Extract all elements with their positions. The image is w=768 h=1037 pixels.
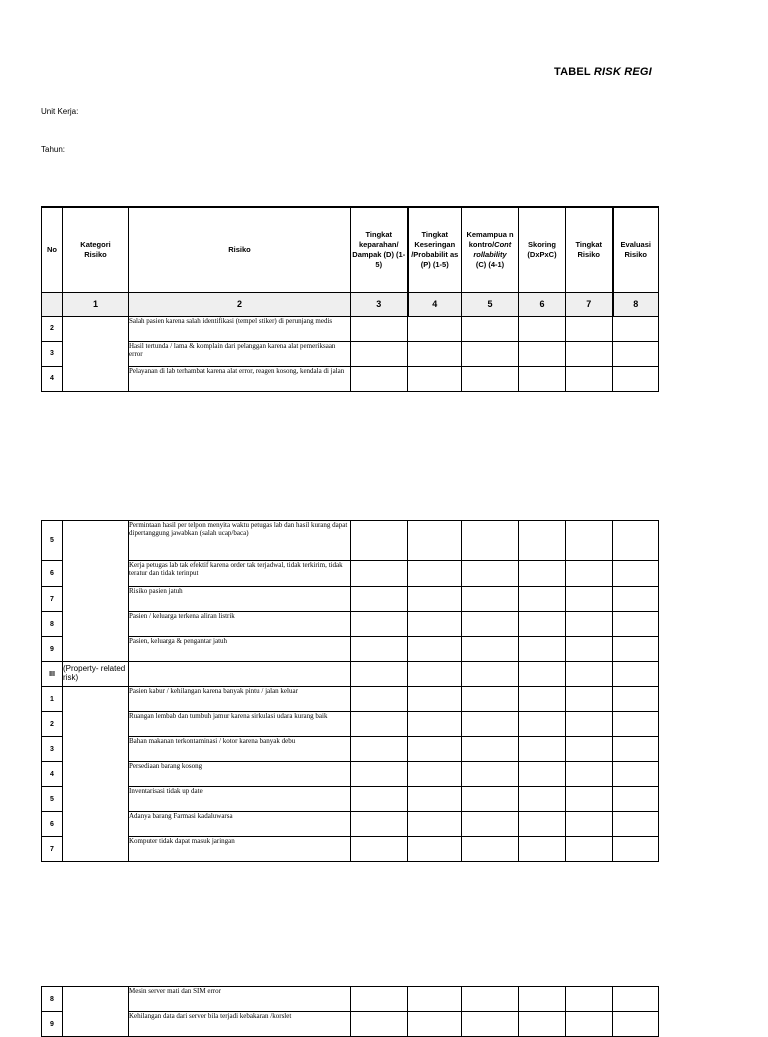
risk-table-continued: [41, 520, 659, 862]
row-number: 3: [42, 341, 63, 366]
category-row: [42, 662, 659, 687]
score-cell[interactable]: [408, 737, 462, 762]
score-cell[interactable]: [462, 637, 519, 662]
score-cell[interactable]: [351, 837, 408, 862]
score-cell[interactable]: [519, 612, 566, 637]
category-cell: [63, 612, 129, 637]
score-cell[interactable]: [462, 1012, 519, 1037]
score-cell[interactable]: [566, 587, 613, 612]
table-row: [42, 787, 659, 812]
score-cell[interactable]: [566, 561, 613, 587]
col-evaluasi: Evaluasi Risiko: [613, 207, 659, 292]
risk-text: Pasien, keluarga & pengantar jatuh: [129, 637, 351, 662]
score-cell[interactable]: [613, 812, 659, 837]
risk-text: Salah pasien karena salah identifikasi (tempel stiker) di perunjang medis: [129, 316, 351, 341]
score-cell[interactable]: [566, 521, 613, 561]
score-cell[interactable]: [462, 316, 519, 341]
risk-text: Permintaan hasil per telpon menyita waktu petugas lab dan hasil kurang dapat dipertanggung jawabkan (salah ucap/baca): [129, 521, 351, 561]
col-kontrol-c: (C) (4-1): [475, 259, 505, 269]
score-cell[interactable]: [462, 762, 519, 787]
score-cell[interactable]: [613, 1012, 659, 1037]
score-cell[interactable]: [351, 561, 408, 587]
score-cell[interactable]: [462, 366, 519, 391]
score-cell[interactable]: [519, 662, 566, 687]
title-prefix: TABEL: [554, 66, 594, 78]
score-cell[interactable]: [519, 1012, 566, 1037]
score-cell[interactable]: [462, 662, 519, 687]
score-cell[interactable]: [613, 837, 659, 862]
col-no: No: [42, 207, 63, 292]
score-cell[interactable]: [408, 712, 462, 737]
table-row: [42, 637, 659, 662]
score-cell[interactable]: [566, 341, 613, 366]
score-cell[interactable]: [351, 637, 408, 662]
score-cell[interactable]: [462, 587, 519, 612]
score-cell[interactable]: [613, 737, 659, 762]
row-number: 1: [42, 687, 63, 712]
risk-text: [129, 662, 351, 687]
score-cell[interactable]: [519, 987, 566, 1012]
col-kontrol-b: Cont rollability: [473, 239, 512, 259]
score-cell[interactable]: [519, 787, 566, 812]
risk-text: Persediaan barang kosong: [129, 762, 351, 787]
table-row: [42, 366, 659, 391]
score-cell[interactable]: [566, 687, 613, 712]
score-cell[interactable]: [566, 987, 613, 1012]
score-cell[interactable]: [408, 662, 462, 687]
category-cell: [63, 812, 129, 837]
score-cell[interactable]: [351, 762, 408, 787]
row-number: 9: [42, 1012, 63, 1037]
score-cell[interactable]: [408, 316, 462, 341]
score-cell[interactable]: [408, 637, 462, 662]
col-kontrol-a: Kemampua n kontro/: [466, 229, 514, 249]
row-number: 2: [42, 712, 63, 737]
score-cell[interactable]: [566, 637, 613, 662]
score-cell[interactable]: [408, 561, 462, 587]
risk-text: Ruangan lembab dan tumbuh jamur karena sirkulasi udara kurang baik: [129, 712, 351, 737]
num-cell: 5: [462, 292, 519, 316]
table-row: [42, 1012, 659, 1037]
score-cell[interactable]: [613, 762, 659, 787]
score-cell[interactable]: [351, 366, 408, 391]
score-cell[interactable]: [613, 637, 659, 662]
score-cell[interactable]: [462, 812, 519, 837]
category-cell: [63, 737, 129, 762]
score-cell[interactable]: [566, 366, 613, 391]
num-cell: 2: [129, 292, 351, 316]
score-cell[interactable]: [462, 712, 519, 737]
category-cell: [63, 316, 129, 341]
category-cell: [63, 762, 129, 787]
row-number: 9: [42, 637, 63, 662]
score-cell[interactable]: [408, 1012, 462, 1037]
risk-text: Pelayanan di lab terhambat karena alat error, reagen kosong, kendala di jalan: [129, 366, 351, 391]
score-cell[interactable]: [462, 837, 519, 862]
score-cell[interactable]: [408, 812, 462, 837]
num-cell: 6: [519, 292, 566, 316]
risk-text: Pasien kabur / kehilangan karena banyak pintu / jalan keluar: [129, 687, 351, 712]
score-cell[interactable]: [351, 787, 408, 812]
score-cell[interactable]: [351, 1012, 408, 1037]
row-number: 4: [42, 366, 63, 391]
table-row: [42, 737, 659, 762]
score-cell[interactable]: [519, 521, 566, 561]
score-cell[interactable]: [351, 316, 408, 341]
table-row: [42, 587, 659, 612]
num-cell: 1: [63, 292, 129, 316]
score-cell[interactable]: [519, 561, 566, 587]
column-number-row: [42, 292, 659, 316]
score-cell[interactable]: [351, 587, 408, 612]
score-cell[interactable]: [462, 737, 519, 762]
category-cell: [63, 561, 129, 587]
score-cell[interactable]: [519, 687, 566, 712]
score-cell[interactable]: [566, 762, 613, 787]
table-row: [42, 521, 659, 561]
category-cell: [63, 341, 129, 366]
table-row: [42, 837, 659, 862]
risk-text: Pasien / keluarga terkena aliran listrik: [129, 612, 351, 637]
score-cell[interactable]: [462, 561, 519, 587]
num-cell-empty: [42, 292, 63, 316]
score-cell[interactable]: [351, 341, 408, 366]
score-cell[interactable]: [408, 762, 462, 787]
score-cell[interactable]: [462, 341, 519, 366]
num-cell: 4: [408, 292, 462, 316]
score-cell[interactable]: [519, 366, 566, 391]
row-number: 2: [42, 316, 63, 341]
col-probabilitas: Tingkat Keseringan /Probabilit as (P) (1-5): [408, 207, 462, 292]
score-cell[interactable]: [566, 737, 613, 762]
score-cell[interactable]: [351, 812, 408, 837]
col-kontrol: [462, 207, 519, 292]
score-cell[interactable]: [408, 366, 462, 391]
col-skoring: Skoring (DxPxC): [519, 207, 566, 292]
score-cell[interactable]: [519, 587, 566, 612]
category-cell: [63, 787, 129, 812]
score-cell[interactable]: [351, 712, 408, 737]
score-cell[interactable]: [462, 787, 519, 812]
score-cell[interactable]: [566, 712, 613, 737]
score-cell[interactable]: [566, 316, 613, 341]
row-number: 7: [42, 587, 63, 612]
score-cell[interactable]: [462, 521, 519, 561]
category-cell: [63, 366, 129, 391]
score-cell[interactable]: [519, 637, 566, 662]
col-dampak: Tingkat keparahan/ Dampak (D) (1-5): [351, 207, 408, 292]
score-cell[interactable]: [566, 1012, 613, 1037]
category-cell: [63, 687, 129, 712]
risk-text: Kehilangan data dari server bila terjadi kebakaran /korslet: [129, 1012, 351, 1037]
risk-table-page2: [41, 986, 659, 1037]
category-number: III: [42, 662, 63, 687]
risk-text: Komputer tidak dapat masuk jaringan: [129, 837, 351, 862]
score-cell[interactable]: [613, 521, 659, 561]
score-cell[interactable]: [613, 366, 659, 391]
category-cell: [63, 521, 129, 561]
category-cell: [63, 987, 129, 1012]
score-cell[interactable]: [519, 812, 566, 837]
risk-text: Bahan makanan terkontaminasi / kotor karena banyak debu: [129, 737, 351, 762]
score-cell[interactable]: [613, 561, 659, 587]
score-cell[interactable]: [408, 687, 462, 712]
year-label: Tahun:: [41, 145, 66, 154]
score-cell[interactable]: [408, 521, 462, 561]
score-cell[interactable]: [613, 712, 659, 737]
score-cell[interactable]: [519, 341, 566, 366]
table-row: [42, 762, 659, 787]
row-number: 4: [42, 762, 63, 787]
risk-text: Adanya barang Farmasi kadaluwarsa: [129, 812, 351, 837]
row-number: 8: [42, 612, 63, 637]
category-cell: [63, 587, 129, 612]
table-row: [42, 712, 659, 737]
risk-text: Risiko pasien jatuh: [129, 587, 351, 612]
score-cell[interactable]: [351, 737, 408, 762]
score-cell[interactable]: [566, 837, 613, 862]
score-cell[interactable]: [408, 787, 462, 812]
risk-table-header: [41, 206, 659, 392]
category-cell: [63, 837, 129, 862]
risk-text: Kerja petugas lab tak efektif karena order tak terjadwal, tidak terkirim, tidak teratur dan tidak terinput: [129, 561, 351, 587]
row-number: 6: [42, 812, 63, 837]
col-risiko: Risiko: [129, 207, 351, 292]
score-cell[interactable]: [613, 587, 659, 612]
row-number: 3: [42, 737, 63, 762]
col-tingkat-risiko: Tingkat Risiko: [566, 207, 613, 292]
score-cell[interactable]: [408, 987, 462, 1012]
score-cell[interactable]: [613, 687, 659, 712]
table-row: [42, 316, 659, 341]
score-cell[interactable]: [408, 837, 462, 862]
category-cell: [63, 712, 129, 737]
col-kategori: Kategori Risiko: [63, 207, 129, 292]
category-cell: [63, 637, 129, 662]
row-number: 5: [42, 521, 63, 561]
row-number: 6: [42, 561, 63, 587]
score-cell[interactable]: [408, 612, 462, 637]
category-cell: [63, 1012, 129, 1037]
num-cell: 3: [351, 292, 408, 316]
score-cell[interactable]: [519, 712, 566, 737]
risk-text: Hasil tertunda / lama & komplain dari pelanggan karena alat pemeriksaan error: [129, 341, 351, 366]
score-cell[interactable]: [351, 987, 408, 1012]
row-number: 7: [42, 837, 63, 862]
table-row: [42, 687, 659, 712]
num-cell: 8: [613, 292, 659, 316]
score-cell[interactable]: [408, 587, 462, 612]
score-cell[interactable]: [519, 316, 566, 341]
score-cell[interactable]: [351, 687, 408, 712]
score-cell[interactable]: [566, 612, 613, 637]
score-cell[interactable]: [519, 737, 566, 762]
title-italic: RISK REGI: [593, 66, 652, 78]
category-label-text: (Property- related risk): [63, 664, 126, 682]
score-cell[interactable]: [462, 612, 519, 637]
unit-label: Unit Kerja:: [41, 107, 79, 116]
score-cell[interactable]: [613, 987, 659, 1012]
score-cell[interactable]: [462, 987, 519, 1012]
row-number: 8: [42, 987, 63, 1012]
category-label: [63, 662, 129, 687]
score-cell[interactable]: [351, 521, 408, 561]
score-cell[interactable]: [613, 341, 659, 366]
score-cell[interactable]: [566, 662, 613, 687]
table-row: [42, 612, 659, 637]
score-cell[interactable]: [566, 812, 613, 837]
score-cell[interactable]: [613, 662, 659, 687]
score-cell[interactable]: [351, 612, 408, 637]
table-row: [42, 561, 659, 587]
risk-text: Mesin server mati dan SIM error: [129, 987, 351, 1012]
score-cell[interactable]: [566, 787, 613, 812]
score-cell[interactable]: [613, 787, 659, 812]
table-row: [42, 987, 659, 1012]
score-cell[interactable]: [351, 662, 408, 687]
score-cell[interactable]: [408, 341, 462, 366]
score-cell[interactable]: [462, 687, 519, 712]
risk-text: Inventarisasi tidak up date: [129, 787, 351, 812]
document-title: [554, 66, 652, 78]
score-cell[interactable]: [519, 837, 566, 862]
score-cell[interactable]: [613, 612, 659, 637]
table-row: [42, 812, 659, 837]
score-cell[interactable]: [613, 316, 659, 341]
num-cell: 7: [566, 292, 613, 316]
row-number: 5: [42, 787, 63, 812]
score-cell[interactable]: [519, 762, 566, 787]
table-row: [42, 341, 659, 366]
